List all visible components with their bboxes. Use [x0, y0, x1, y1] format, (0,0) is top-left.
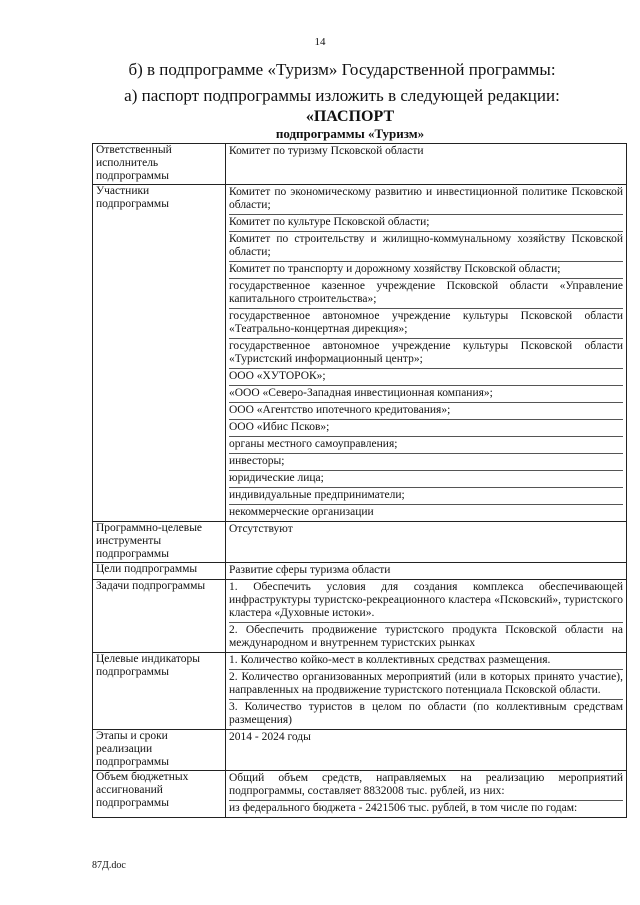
row-label: Этапы и сроки реализации подпрограммы [93, 730, 226, 771]
row-value [226, 563, 627, 580]
list-item: 2014 - 2024 годы [229, 731, 311, 743]
row-value [226, 653, 627, 730]
list-item: 3. Количество туристов в целом по области (по коллективным средствам размещения) [229, 701, 623, 726]
row-value [226, 144, 627, 185]
table-row [93, 771, 627, 818]
list-item: Общий объем средств, направляемых на реализацию мероприятий подпрограммы, составляет 8832008 тыс. рублей, из них: [229, 771, 623, 801]
list-item: из федерального бюджета - 2421506 тыс. рублей, в том числе по годам: [229, 802, 578, 814]
list-item: органы местного самоуправления; [229, 437, 623, 454]
heading-line-1: б) в подпрограмме «Туризм» Государственной программы: [128, 60, 556, 79]
row-label: Задачи подпрограммы [93, 580, 226, 653]
list-item: некоммерческие организации [229, 506, 374, 518]
footer-filename: 87Д.doc [92, 860, 126, 871]
passport-table [92, 143, 627, 818]
row-value [226, 580, 627, 653]
page-number: 14 [314, 36, 326, 48]
list-item: юридические лица; [229, 471, 623, 488]
list-item: 2. Количество организованных мероприятий (или в которых принято участие), направленных на продвижение туристского потенциала Псковской области. [229, 670, 623, 700]
row-label: Ответственный исполнитель подпрограммы [93, 144, 226, 185]
passport-subtitle: подпрограммы «Туризм» [275, 126, 425, 141]
table-row [93, 580, 627, 653]
row-label: Программно-целевые инструменты подпрограммы [93, 522, 226, 563]
row-value [226, 771, 627, 818]
list-item: Комитет по культуре Псковской области; [229, 215, 623, 232]
row-label: Объем бюджетных ассигнований подпрограммы [93, 771, 226, 818]
list-item: инвесторы; [229, 454, 623, 471]
table-row [93, 185, 627, 522]
table-row [93, 144, 627, 185]
table-row [93, 653, 627, 730]
list-item: «ООО «Северо-Западная инвестиционная компания»; [229, 386, 623, 403]
passport-title: «ПАСПОРТ [305, 108, 395, 125]
list-item: Отсутствуют [229, 523, 293, 535]
list-item: 1. Количество койко-мест в коллективных средствах размещения. [229, 653, 623, 670]
heading-line-2: а) паспорт подпрограммы изложить в следующей редакции: [124, 86, 560, 105]
row-label: Целевые индикаторы подпрограммы [93, 653, 226, 730]
row-value [226, 730, 627, 771]
list-item: государственное казенное учреждение Псковской области «Управление капитального строительства»; [229, 279, 623, 309]
list-item: ООО «Ибис Псков»; [229, 420, 623, 437]
table-row [93, 563, 627, 580]
list-item: Комитет по экономическому развитию и инвестиционной политике Псковской области; [229, 185, 623, 215]
list-item: Комитет по туризму Псковской области [229, 145, 424, 157]
list-item: ООО «ХУТОРОК»; [229, 369, 623, 386]
list-item: 1. Обеспечить условия для создания комплекса обеспечивающей инфраструктуры туристско-рекреационного кластера «Псковский», туристского кластера «Духовные истоки». [229, 580, 623, 623]
row-label: Цели подпрограммы [93, 563, 226, 580]
list-item: индивидуальные предприниматели; [229, 488, 623, 505]
list-item: Комитет по строительству и жилищно-коммунальному хозяйству Псковской области; [229, 232, 623, 262]
list-item: 2. Обеспечить продвижение туристского продукта Псковской области на международном и внутреннем туристских рынках [229, 624, 623, 649]
list-item: государственное автономное учреждение культуры Псковской области «Театрально-концертная дирекция»; [229, 309, 623, 339]
row-label: Участники подпрограммы [93, 185, 226, 522]
table-row [93, 730, 627, 771]
list-item: Комитет по транспорту и дорожному хозяйству Псковской области; [229, 262, 623, 279]
row-value [226, 185, 627, 522]
list-item: ООО «Агентство ипотечного кредитования»; [229, 403, 623, 420]
list-item: государственное автономное учреждение культуры Псковской области «Туристский информационный центр»; [229, 339, 623, 369]
list-item: Развитие сферы туризма области [229, 564, 391, 576]
row-value [226, 522, 627, 563]
table-row [93, 522, 627, 563]
